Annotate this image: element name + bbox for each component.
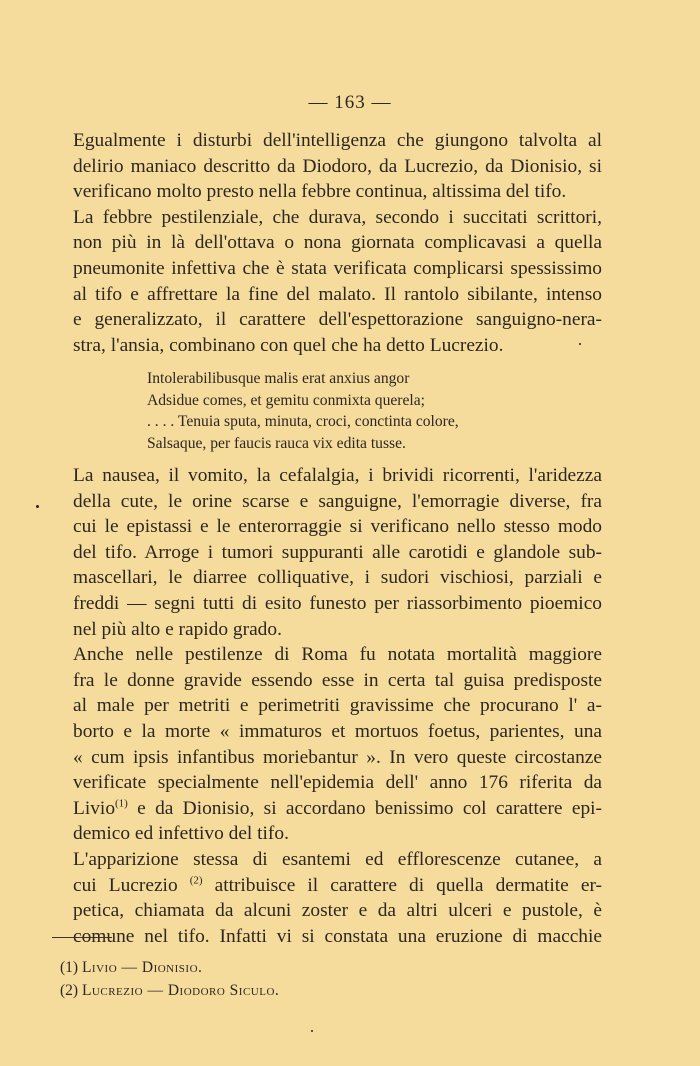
text-line: petica, chiamata da alcuni zoster e da altri ulceri e pustole, è [73,900,602,922]
latin-quotation [147,368,459,454]
text-line: Anche nelle pestilenze di Roma fu notata mortalità maggiore [73,644,602,666]
text-line: Egualmente i disturbi dell'intelligenza che giungono talvolta al [73,130,602,151]
text-line: nel più alto e rapido grado. [73,618,282,640]
text-line: cui le epistassi e le enterorraggie si verificano nello stesso modo [73,516,602,538]
paragraph-3 [52,463,602,642]
footnote-1 [60,956,279,979]
paragraph-2 [52,205,602,359]
text-line: « cum ipsis infantibus moriebantur ». In vero queste circostanze [73,746,602,768]
footnote-ref-1: (1) [115,797,128,810]
text-fragment: e da Dionisio, si accordano benissimo col carattere epi- [127,797,602,819]
text-fragment: Livio [73,797,116,819]
text-line [52,873,602,899]
text-line: demico ed infettivo del tifo. [73,823,289,845]
text-line: del tifo. Arroge i tumori suppuranti alle carotidi e glandole sub- [73,541,602,563]
text-line: pneumonite infettiva che è stata verificata complicarsi spessissimo [73,257,602,279]
footnote-text: Livio — Dionisio. [81,959,203,976]
text-line: comune nel tifo. Infatti vi si constata una eruzione di macchie [73,925,602,947]
page-number: — 163 — [308,92,392,113]
text-line: La febbre pestilenziale, che durava, secondo i succitati scrittori, [73,206,602,228]
text-fragment: cui Lucrezio [73,874,190,896]
body-text [52,128,602,358]
paragraph-1 [52,128,602,205]
text-line: e generalizzato, il carattere dell'espettorazione sanguigno-nera- [73,309,602,331]
quote-line: Adsidue comes, et gemitu conmixta querela; [147,391,426,409]
footnote-text: Lucrezio — Diodoro Siculo. [81,982,280,999]
text-line [52,796,602,822]
text-line: delirio maniaco descritto da Diodoro, da Lucrezio, da Dionisio, si [73,155,602,177]
text-line: borto e la morte « immaturos et mortuos foetus, parientes, una [73,720,602,742]
text-line: mascellari, le diarree colliquative, i sudori vischiosi, parziali e [73,567,602,589]
text-fragment: attribuisce il carattere di quella dermatite er- [202,874,602,896]
footnote-ref-2: (2) [189,874,203,887]
text-line: al male per metriti e perimetriti gravissime che procurano l' a- [73,695,602,717]
footnote-2 [60,979,279,1002]
text-line: verificano molto presto nella febbre continua, altissima del tifo. [73,181,567,203]
paper-speck [36,505,39,508]
paragraph-4 [52,642,602,847]
text-line: stra, l'ansia, combinano con quel che ha detto Lucrezio. [73,334,504,356]
text-line: freddi — segni tutti di esito funesto per riassorbimento pioemico [73,592,602,614]
quote-line: . . . . Tenuia sputa, minuta, croci, conctinta colore, [147,413,459,430]
text-line: verificate specialmente nell'epidemia dell' anno 176 riferita da [73,772,602,794]
paper-speck [311,1030,313,1032]
paragraph-5 [52,847,602,949]
quote-line: Intolerabilibusque malis erat anxius angor [147,370,410,387]
paper-speck [579,343,581,345]
footnotes [60,956,279,1002]
text-line: L'apparizione stessa di esantemi ed efflorescenze cutanee, a [73,848,602,870]
quote-line: Salsaque, per faucis rauca vix edita tusse. [147,434,406,452]
body-text-continued [52,463,602,949]
text-line: al tifo e affrettare la fine del malato. Il rantolo sibilante, intenso [73,283,602,305]
text-line: fra le donne gravide essendo esse in certa tal guisa predisposte [73,669,602,691]
text-line: La nausea, il vomito, la cefalalgia, i brividi ricorrenti, l'aridezza [73,465,602,486]
footnote-separator [52,937,112,938]
text-line: della cute, le orine scarse e sanguigne, l'emorragie diverse, fra [73,490,602,512]
footnote-number: (1) [60,959,79,976]
text-line: non più in là dell'ottava o nona giornata complicavasi a quella [73,232,602,254]
footnote-number: (2) [60,982,79,999]
